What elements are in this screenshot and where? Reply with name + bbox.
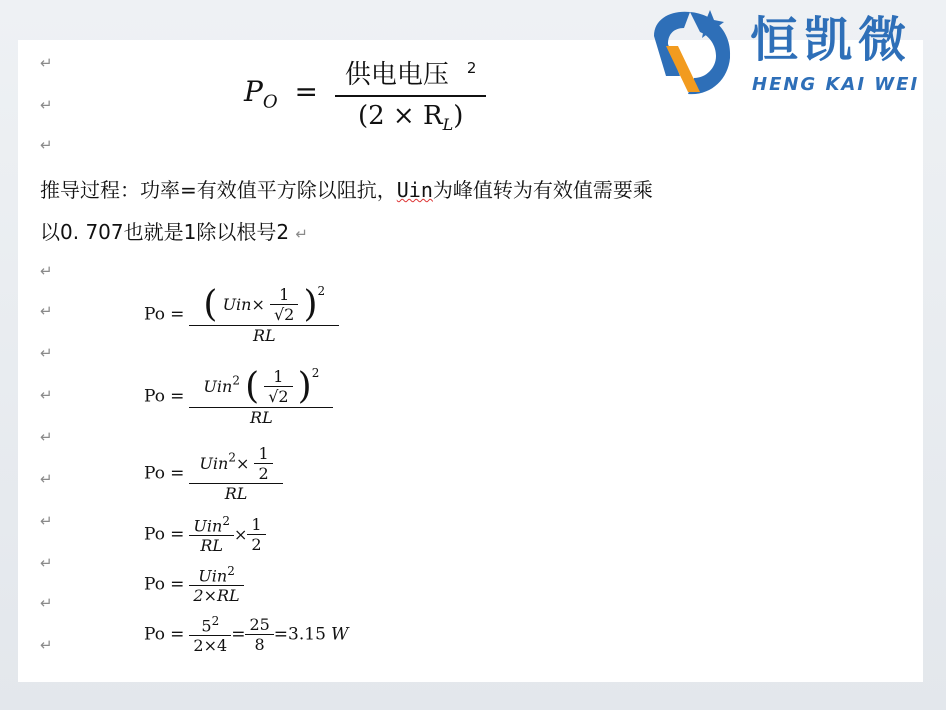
step-6 (144, 614, 348, 655)
two-rl-term: 2×RL (193, 586, 240, 606)
exponent: 2 (227, 564, 235, 578)
derivation-line-1 (40, 174, 653, 203)
half-fraction (247, 515, 265, 554)
paragraph-mark: ↵ (40, 512, 53, 530)
po-label: Po (144, 574, 165, 595)
rl-term: RL (200, 536, 224, 556)
formula-exponent: 2 (466, 59, 477, 78)
uin-term: Uin (199, 454, 229, 473)
paragraph-mark: ↵ (40, 594, 53, 612)
formula-equals: = (294, 75, 318, 109)
step5-fraction (189, 564, 243, 605)
equals-sign: = (170, 304, 185, 325)
two-times-four: 2×4 (193, 636, 228, 656)
po-label: Po (144, 386, 165, 407)
paren-close: ) (297, 366, 312, 407)
main-formula (244, 54, 486, 134)
eight: 8 (254, 635, 265, 655)
exponent: 2 (211, 614, 220, 628)
po-label: Po (144, 624, 165, 645)
step-2 (144, 366, 333, 427)
exponent: 2 (317, 284, 326, 298)
step6-fraction-b (245, 615, 273, 654)
formula-lhs-sub: O (262, 91, 278, 113)
paragraph-mark: ↵ (40, 636, 53, 654)
derivation-uin: Uin (396, 178, 433, 202)
result-value: 3.15 (288, 624, 326, 645)
paragraph-mark: ↵ (40, 96, 53, 114)
one-term: 1 (270, 285, 298, 305)
sqrt2-term: √2 (273, 305, 295, 324)
rl-term: RL (250, 408, 273, 427)
formula-denominator: (2 × R (357, 101, 443, 131)
formula-numerator: 供电电压 (344, 60, 449, 90)
derivation-text: 推导过程：功率=有效值平方除以阻抗， (40, 178, 397, 202)
exponent: 2 (232, 373, 240, 388)
exponent: 2 (228, 450, 236, 465)
times-sign: × (235, 454, 250, 473)
step3-fraction (189, 444, 282, 503)
step-4 (144, 514, 266, 555)
uin-term: Uin (222, 295, 252, 314)
paragraph-mark: ↵ (40, 554, 53, 572)
formula-lhs: P (244, 75, 263, 109)
one-term: 1 (247, 515, 265, 535)
one-term: 1 (254, 444, 272, 464)
po-label: Po (144, 524, 165, 545)
paragraph-mark: ↵ (40, 428, 53, 446)
uin-term: Uin (203, 377, 233, 396)
step-1 (144, 284, 339, 345)
paragraph-mark: ↵ (40, 54, 53, 72)
step6-fraction-a (189, 614, 231, 655)
paragraph-mark: ↵ (40, 386, 53, 404)
logo-chinese-text: 恒凯微 (750, 12, 913, 68)
derivation-line-2 (40, 216, 308, 245)
paragraph-mark: ↵ (40, 470, 53, 488)
paragraph-mark: ↵ (40, 344, 53, 362)
equals-sign: = (170, 524, 185, 545)
equals-sign: = (231, 624, 246, 645)
sqrt2-term: √2 (268, 387, 289, 406)
rl-term: RL (252, 326, 276, 345)
paragraph-mark: ↵ (295, 225, 308, 243)
paragraph-mark: ↵ (40, 136, 53, 154)
rl-term: RL (224, 484, 248, 503)
logo-english-text: HENG KAI WEI (752, 74, 920, 95)
times-sign: × (251, 295, 265, 314)
equals-sign: = (170, 386, 185, 407)
step2-fraction (189, 366, 333, 427)
document-page (18, 40, 923, 682)
step-5 (144, 564, 244, 605)
equals-sign: = (273, 624, 289, 645)
uin-term: Uin (193, 516, 223, 536)
paren-open: ( (203, 284, 218, 325)
po-label: Po (144, 463, 165, 484)
logo-mark-icon (644, 6, 740, 100)
formula-den-close: ) (453, 101, 464, 131)
company-logo (640, 6, 936, 100)
five-term: 5 (201, 616, 212, 636)
main-fraction (335, 54, 487, 134)
equals-sign: = (170, 463, 185, 484)
one-term: 1 (264, 367, 292, 387)
times-sign: × (233, 525, 248, 545)
derivation-text: 为峰值转为有效值需要乘 (432, 178, 653, 202)
paragraph-mark: ↵ (40, 262, 53, 280)
step4-fraction (189, 514, 234, 555)
two-term: 2 (258, 464, 269, 483)
step1-fraction (189, 284, 339, 345)
equals-sign: = (170, 624, 185, 645)
equals-sign: = (170, 574, 185, 595)
paren-close: ) (303, 284, 318, 325)
result-unit: W (331, 624, 349, 645)
exponent: 2 (311, 366, 320, 380)
exponent: 2 (222, 514, 230, 528)
formula-den-sub: L (442, 115, 454, 135)
uin-term: Uin (198, 566, 228, 586)
derivation-text: 以0. 707也就是1除以根号2 (40, 220, 290, 244)
paragraph-mark: ↵ (40, 302, 53, 320)
po-label: Po (144, 304, 165, 325)
twenty-five: 25 (245, 615, 273, 635)
step-3 (144, 444, 283, 503)
paren-open: ( (245, 366, 260, 407)
two-term: 2 (251, 535, 262, 555)
